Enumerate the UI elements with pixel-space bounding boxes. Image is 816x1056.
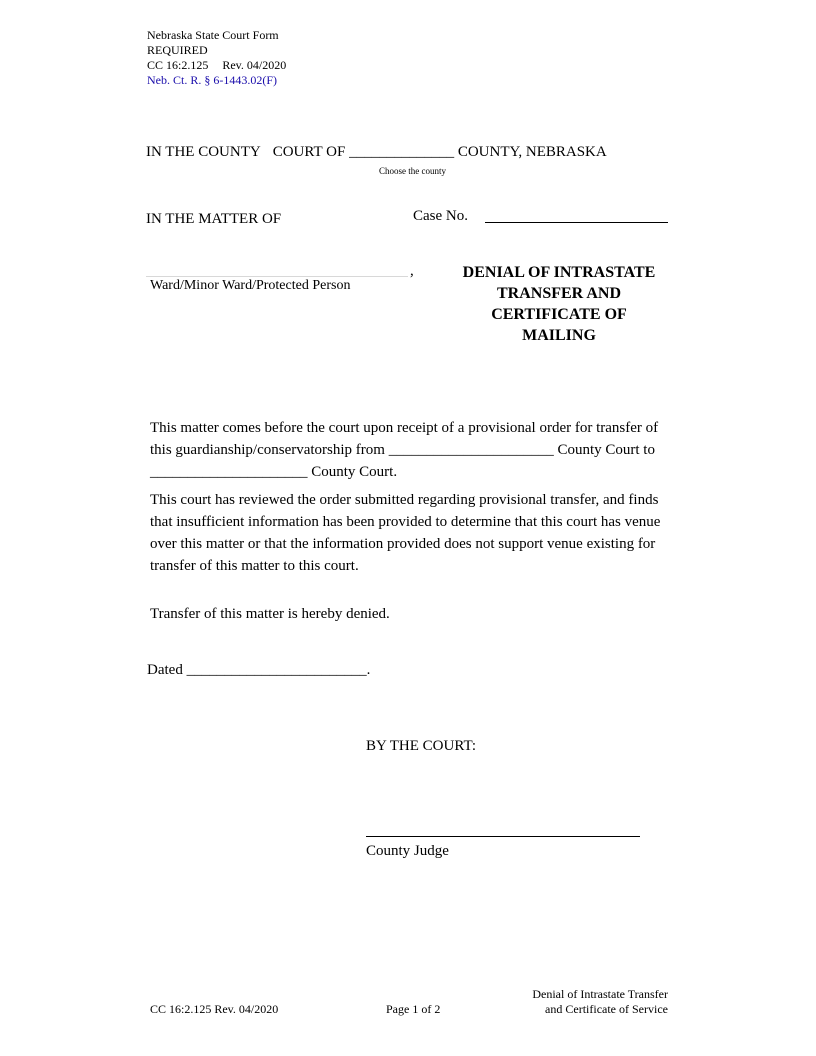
- party-name-input[interactable]: [146, 276, 408, 277]
- party-label: Ward/Minor Ward/Protected Person: [150, 278, 351, 293]
- title-line: DENIAL OF INTRASTATE: [462, 264, 656, 281]
- title-line: MAILING: [522, 327, 596, 344]
- case-no-input[interactable]: [485, 222, 668, 223]
- title-line: CERTIFICATE OF: [491, 306, 627, 323]
- footer-form-code: CC 16:2.125 Rev. 04/2020: [150, 1002, 279, 1016]
- form-revision: Rev. 04/2020: [222, 58, 287, 72]
- date-input[interactable]: ________________________: [186, 662, 367, 678]
- dated-period: .: [366, 662, 371, 678]
- footer-doc-line: Denial of Intrastate Transfer: [532, 987, 668, 1001]
- title-line: TRANSFER AND: [496, 285, 621, 302]
- court-rule-link[interactable]: Neb. Ct. R. § 6-1443.02(F): [147, 73, 277, 87]
- caption-court-of: COURT OF: [272, 144, 346, 160]
- footer-page-number: Page 1 of 2: [386, 1002, 441, 1016]
- paragraph-denied: Transfer of this matter is hereby denied.: [150, 606, 390, 622]
- dated-label: Dated: [147, 662, 183, 678]
- form-header: [147, 28, 286, 88]
- form-number-line: [147, 58, 286, 73]
- paragraph-receipt-text: County Court.: [311, 464, 398, 480]
- to-county-input[interactable]: _____________________: [150, 464, 308, 480]
- footer-doc-line: and Certificate of Service: [545, 1002, 668, 1016]
- court-caption-line: [146, 143, 607, 161]
- document-title: [438, 262, 680, 346]
- county-input[interactable]: ______________: [349, 144, 455, 160]
- footer-document-name: [478, 987, 668, 1017]
- form-type: Nebraska State Court Form: [147, 28, 279, 42]
- court-type-select[interactable]: COUNTY: [198, 144, 261, 160]
- from-county-input[interactable]: ______________________: [388, 442, 554, 458]
- party-comma: ,: [410, 263, 414, 279]
- by-the-court: BY THE COURT:: [366, 738, 477, 754]
- judge-signature-line[interactable]: [366, 836, 640, 837]
- paragraph-receipt: [150, 417, 680, 483]
- in-the-matter-of: IN THE MATTER OF: [146, 211, 282, 227]
- caption-in-the: IN THE: [146, 144, 195, 160]
- caption-county-nebraska: COUNTY, NEBRASKA: [457, 144, 607, 160]
- dated-line: [147, 661, 370, 679]
- paragraph-review: This court has reviewed the order submitted regarding provisional transfer, and finds that insufficient information has been provided to determine that this court has venue over this matter or that the information provided does not support venue existing for transfer of this matter to this court.: [150, 492, 661, 574]
- paragraph-receipt-text: County Court to: [557, 442, 655, 458]
- judge-label: County Judge: [366, 843, 449, 859]
- county-hint: Choose the county: [379, 166, 446, 176]
- paragraph-receipt-text: This matter comes before the court upon receipt of a provisional order for transfer of this guardianship/conservatorship from: [150, 420, 659, 458]
- form-number: CC 16:2.125: [147, 58, 209, 72]
- form-status: REQUIRED: [147, 43, 208, 57]
- case-no-label: Case No.: [413, 208, 468, 224]
